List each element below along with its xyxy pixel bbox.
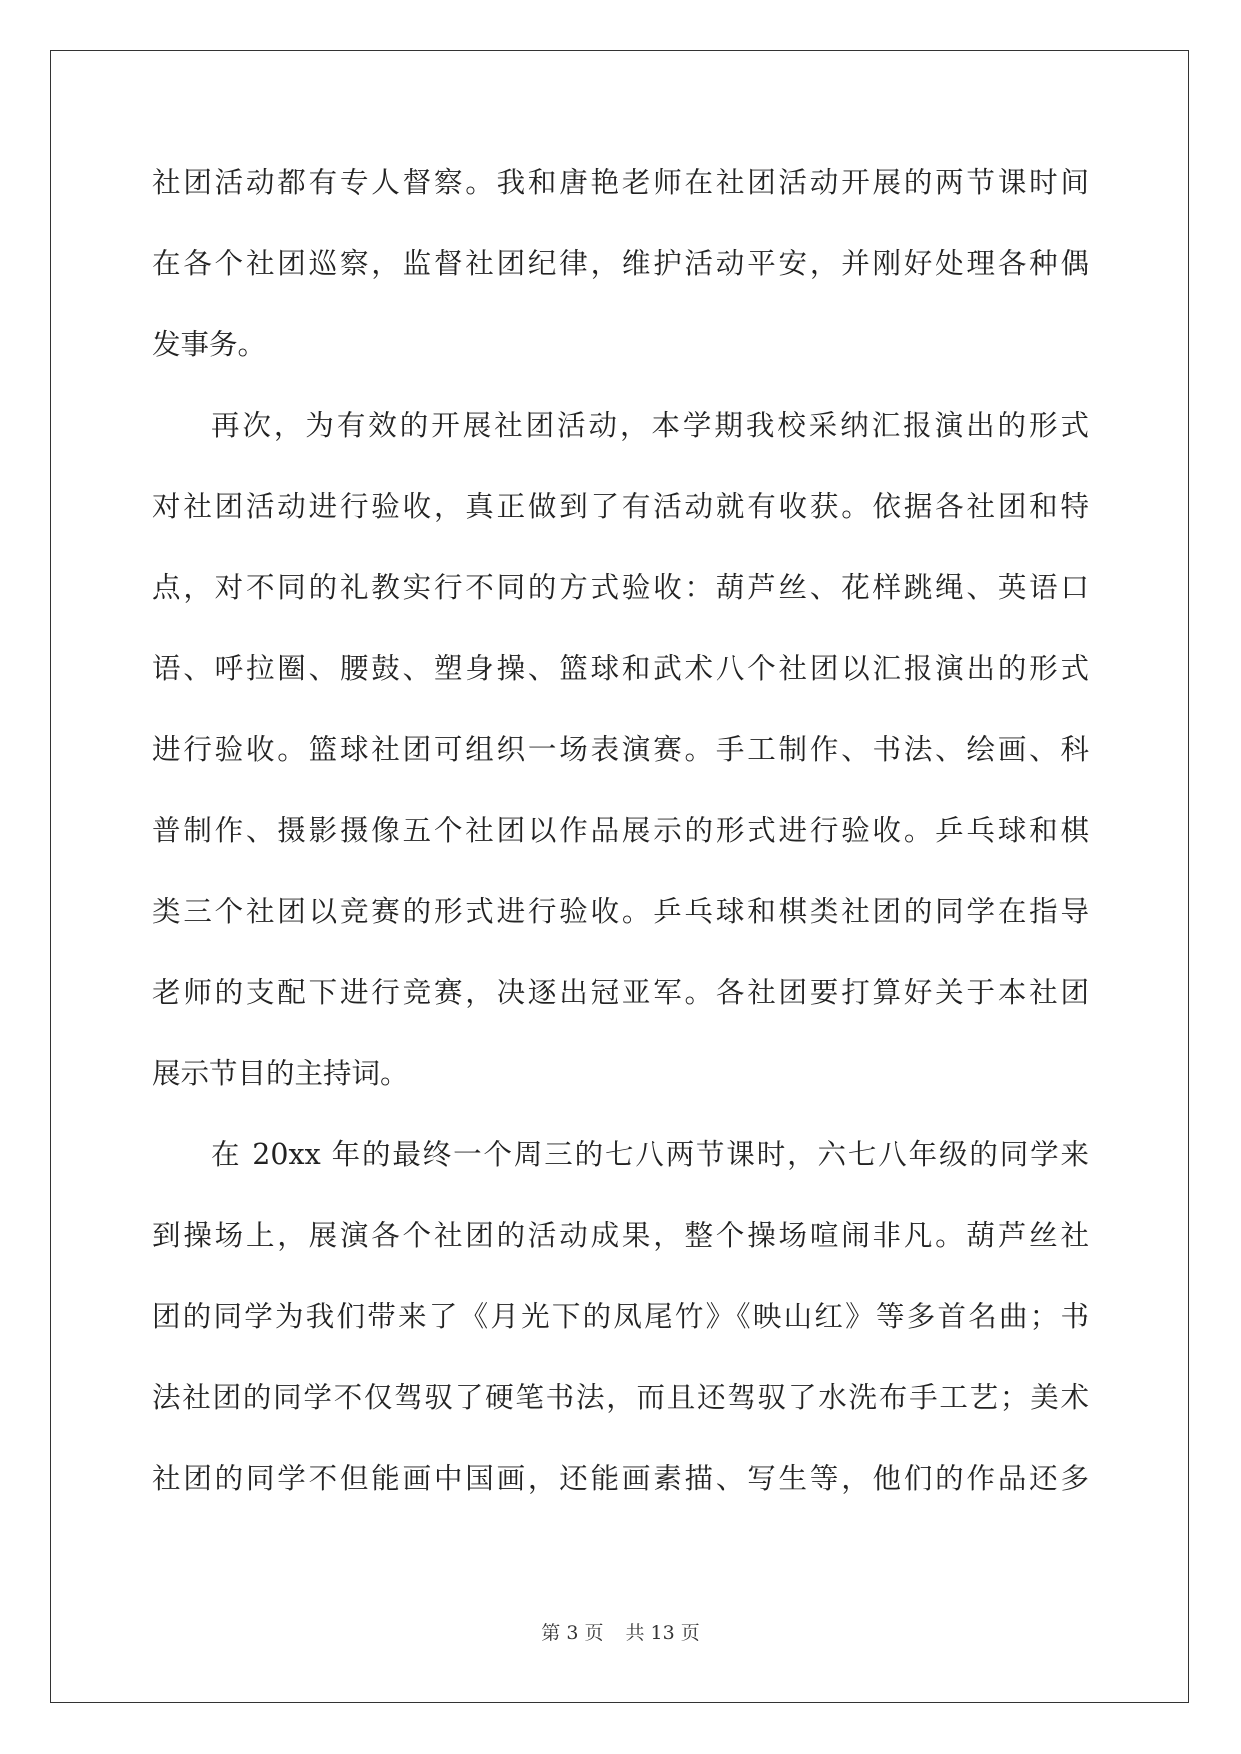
text-line: 进行验收。篮球社团可组织一场表演赛。手工制作、书法、绘画、科 <box>152 733 1089 766</box>
text-line: 法社团的同学不仅驾驭了硬笔书法，而且还驾驭了水洗布手工艺；美术 <box>152 1381 1089 1414</box>
text-line: 在各个社团巡察，监督社团纪律，维护活动平安，并刚好处理各种偶 <box>152 247 1089 280</box>
text-line: 普制作、摄影摄像五个社团以作品展示的形式进行验收。乒乓球和棋 <box>152 814 1089 847</box>
text-line: 再次，为有效的开展社团活动，本学期我校采纳汇报演出的形式 <box>211 409 1089 442</box>
text-line: 在 20xx 年的最终一个周三的七八两节课时，六七八年级的同学来 <box>211 1138 1089 1171</box>
document-body <box>152 162 1089 1539</box>
text-line: 发事务。 <box>152 328 267 361</box>
page-footer <box>0 1618 1241 1645</box>
text-line: 到操场上，展演各个社团的活动成果，整个操场喧闹非凡。葫芦丝社 <box>152 1219 1089 1252</box>
text-line: 社团的同学不但能画中国画，还能画素描、写生等，他们的作品还多 <box>152 1462 1089 1495</box>
text-line: 类三个社团以竞赛的形式进行验收。乒乓球和棋类社团的同学在指导 <box>152 895 1089 928</box>
text-line: 社团活动都有专人督察。我和唐艳老师在社团活动开展的两节课时间 <box>152 166 1089 199</box>
text-line: 团的同学为我们带来了《月光下的凤尾竹》《映山红》等多首名曲；书 <box>152 1300 1089 1333</box>
page-total: 共 13 页 <box>625 1622 700 1644</box>
text-line: 对社团活动进行验收，真正做到了有活动就有收获。依据各社团和特 <box>152 490 1089 523</box>
page-number: 第 3 页 <box>541 1622 604 1644</box>
text-line: 点，对不同的礼教实行不同的方式验收：葫芦丝、花样跳绳、英语口 <box>152 571 1089 604</box>
text-line: 语、呼拉圈、腰鼓、塑身操、篮球和武术八个社团以汇报演出的形式 <box>152 652 1089 685</box>
text-line: 老师的支配下进行竞赛，决逐出冠亚军。各社团要打算好关于本社团 <box>152 976 1089 1009</box>
text-line: 展示节目的主持词。 <box>152 1057 409 1090</box>
